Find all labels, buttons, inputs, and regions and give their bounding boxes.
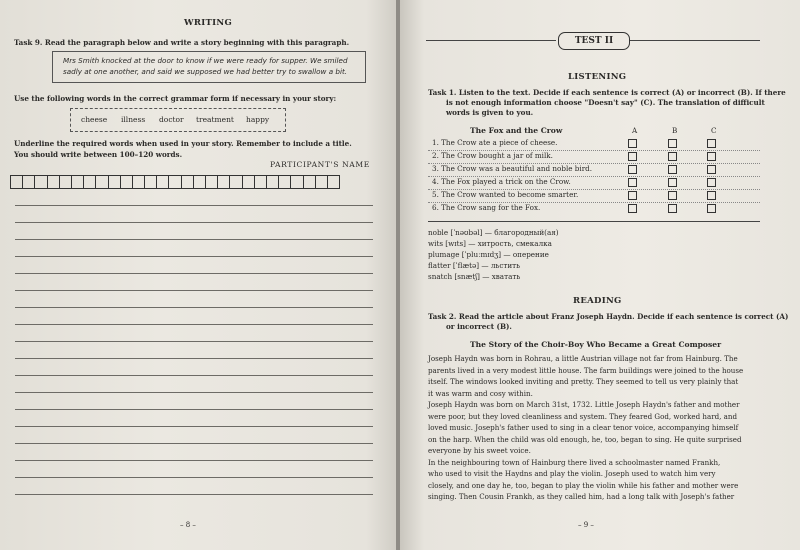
story-title: The Fox and the Crow — [470, 126, 563, 135]
answer-checkbox-a[interactable] — [628, 178, 637, 187]
task1-line-3: words is given to you. — [446, 108, 534, 117]
page-number-right: – 9 – — [578, 521, 594, 529]
header-rule-right — [630, 40, 760, 41]
writing-line[interactable] — [15, 477, 373, 478]
answer-checkbox-b[interactable] — [668, 191, 677, 200]
glossary-5: snatch [snætʃ] — хватать — [428, 272, 521, 281]
answer-checkbox-b[interactable] — [668, 152, 677, 161]
glossary-1: noble [ˈnəʊbəl] — благородный(ая) — [428, 228, 559, 237]
answer-checkbox-a[interactable] — [628, 191, 637, 200]
header-rule-left — [426, 40, 556, 41]
article-line: who used to visit the Haydns and play the violin. Joseph used to watch him very — [428, 469, 716, 478]
article-line: it was warm and cosy within. — [428, 388, 533, 398]
writing-line[interactable] — [15, 341, 373, 342]
answer-checkbox-c[interactable] — [707, 165, 716, 174]
statement-text: 1. The Crow ate a piece of cheese. — [432, 138, 558, 147]
answer-checkbox-c[interactable] — [707, 178, 716, 187]
glossary-4: flatter [ˈflætə] — льстить — [428, 261, 521, 270]
answer-checkbox-c[interactable] — [707, 152, 716, 161]
writing-title: WRITING — [184, 18, 233, 28]
writing-line[interactable] — [15, 324, 373, 325]
name-grid[interactable] — [10, 175, 339, 189]
article-line: itself. The windows looked inviting and pretty. They seemed to tell us very plainly that — [428, 377, 739, 386]
writing-line[interactable] — [15, 239, 373, 240]
reading-title: READING — [573, 296, 622, 306]
glossary-rule — [428, 221, 760, 222]
answer-checkbox-a[interactable] — [628, 152, 637, 161]
statement-text: 2. The Crow bought a jar of milk. — [432, 151, 553, 160]
answer-checkbox-b[interactable] — [668, 204, 677, 213]
participant-name-label: PARTICIPANT'S NAME — [270, 160, 370, 169]
writing-line[interactable] — [15, 273, 373, 274]
page-number-left: – 8 – — [180, 521, 196, 529]
writing-line[interactable] — [15, 494, 373, 495]
listening-title: LISTENING — [568, 72, 627, 82]
article-line: on the harp. When the child was old enough, he, too, began to sing. He quite surprised — [428, 434, 742, 444]
left-page — [0, 0, 398, 550]
task9-title: Task 9. Read the paragraph below and write a story beginning with this paragraph. — [14, 38, 350, 47]
writing-line[interactable] — [15, 392, 373, 393]
answer-checkbox-a[interactable] — [628, 139, 637, 148]
writing-line[interactable] — [15, 460, 373, 461]
right-page — [400, 0, 800, 550]
answer-checkbox-a[interactable] — [628, 165, 637, 174]
article-title: The Story of the Choir-Boy Who Became a Great Composer — [470, 340, 722, 349]
words-instruction: Use the following words in the correct grammar form if necessary in your story: — [14, 94, 337, 103]
words-box — [70, 108, 286, 132]
col-c-label: C — [711, 126, 717, 135]
article-line: Joseph Haydn was born on March 31st, 1732. Little Joseph Haydn's father and mother — [428, 400, 740, 409]
writing-line[interactable] — [15, 205, 373, 206]
word-cheese: cheese — [81, 115, 108, 124]
word-illness: illness — [121, 115, 146, 124]
answer-checkbox-a[interactable] — [628, 204, 637, 213]
col-a-label: A — [632, 126, 638, 135]
task2-line-2: or incorrect (B). — [446, 322, 512, 331]
answer-checkbox-c[interactable] — [707, 191, 716, 200]
writing-line[interactable] — [15, 375, 373, 376]
article-line: were poor, but they loved cleanliness and system. They feared God, worked hard, and — [428, 411, 737, 421]
task1-line-1: Task 1. Listen to the text. Decide if each sentence is correct (A) or incorrect (B). If there — [428, 88, 786, 97]
answer-checkbox-c[interactable] — [707, 204, 716, 213]
intro-line-1: Mrs Smith knocked at the door to know if we were ready for supper. We smiled — [63, 56, 348, 65]
article-line: closely, and one day he, too, began to play the violin while his father and mother were — [428, 480, 739, 490]
glossary-2: wits [wɪts] — хитрость, смекалка — [428, 239, 552, 248]
task1-line-2: is not enough information choose "Doesn't say" (C). The translation of difficult — [446, 98, 765, 107]
col-b-label: B — [672, 126, 678, 135]
writing-line[interactable] — [15, 426, 373, 427]
name-grid-cell[interactable] — [327, 175, 340, 189]
task2-line-1: Task 2. Read the article about Franz Joseph Haydn. Decide if each sentence is correct (A) — [428, 312, 789, 321]
answer-checkbox-b[interactable] — [668, 165, 677, 174]
article-line: singing. Then Cousin Frankh, as they called him, had a long talk with Joseph's father — [428, 492, 735, 501]
writing-line[interactable] — [15, 222, 373, 223]
word-doctor: doctor — [159, 115, 184, 124]
test-label: TEST II — [558, 32, 630, 50]
writing-line[interactable] — [15, 358, 373, 359]
writing-line[interactable] — [15, 290, 373, 291]
word-treatment: treatment — [196, 115, 234, 124]
article-line: loved music. Joseph's father used to sing in a clear tenor voice, accompanying himself — [428, 423, 739, 432]
article-line: parents lived in a very modest little house. The farm buildings were joined to the house — [428, 365, 744, 375]
writing-line[interactable] — [15, 307, 373, 308]
statement-text: 4. The Fox played a trick on the Crow. — [432, 177, 571, 186]
intro-paragraph-box — [52, 51, 366, 83]
writing-line[interactable] — [15, 409, 373, 410]
statement-text: 3. The Crow was a beautiful and noble bird. — [432, 164, 593, 173]
word-happy: happy — [246, 115, 270, 124]
underline-instruction-2: You should write between 100–120 words. — [14, 150, 183, 159]
underline-instruction-1: Underline the required words when used in your story. Remember to include a title. — [14, 139, 352, 148]
article-line: Joseph Haydn was born in Rohrau, a little Austrian village not far from Hainburg. The — [428, 354, 738, 363]
article-line: In the neighbouring town of Hainburg there lived a schoolmaster named Frankh, — [428, 457, 721, 467]
glossary-3: plumage [ˈpluːmɪdʒ] — оперение — [428, 250, 549, 259]
writing-line[interactable] — [15, 443, 373, 444]
statement-text: 5. The Crow wanted to become smarter. — [432, 190, 579, 199]
article-line: everyone by his sweet voice. — [428, 446, 531, 455]
writing-line[interactable] — [15, 256, 373, 257]
intro-line-2: sadly at one another, and said we supposed we had better try to swallow a bit. — [63, 67, 348, 76]
answer-checkbox-b[interactable] — [668, 178, 677, 187]
answer-checkbox-b[interactable] — [668, 139, 677, 148]
answer-checkbox-c[interactable] — [707, 139, 716, 148]
statement-text: 6. The Crow sang for the Fox. — [432, 203, 541, 212]
